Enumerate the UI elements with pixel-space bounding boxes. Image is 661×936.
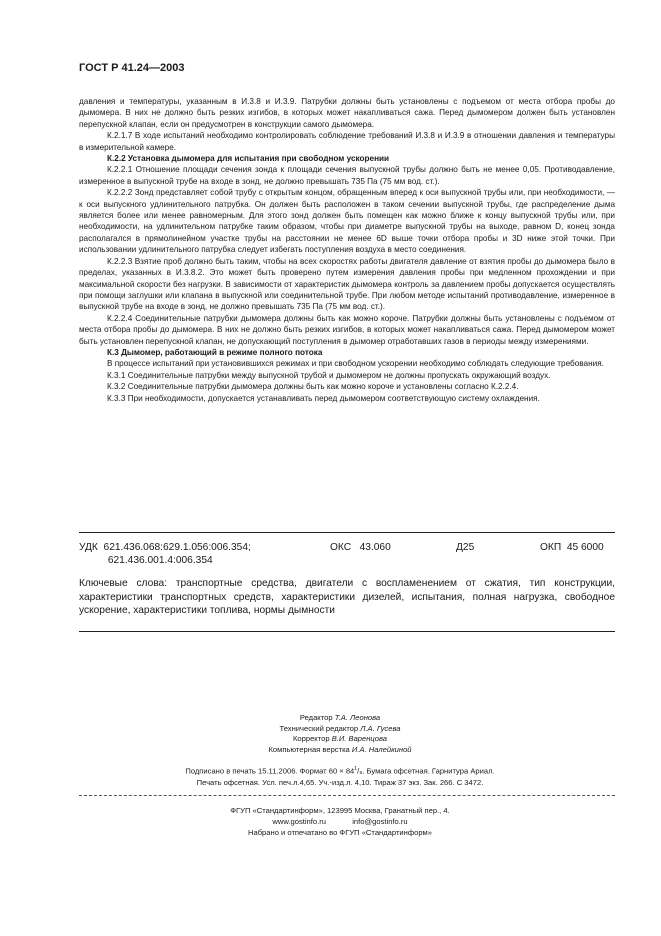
paragraph-k2-1-7: К.2.1.7 В ходе испытаний необходимо контролировать соблюдение требований И.3.8 и И.3.9 в отношении давления и температуры в измерительной камере. (79, 131, 615, 152)
imprint-line-2: Печать офсетная. Усл. печ.л.4,65. Уч.-изд.л. 4,10. Тираж 37 экз. Зак. 266. С 3472. (196, 777, 484, 787)
credit-proofreader: Корректор В.И. Варенцова (292, 734, 388, 744)
publisher-contacts (120, 816, 560, 827)
publisher-website: www.gostinfo.ru (272, 817, 326, 827)
paragraph-k3-2: К.3.2 Соединительные патрубки дымомера должны быть как можно короче и установлены согласно К.2.2.4. (107, 382, 519, 392)
paragraph-k3-3: К.3.3 При необходимости, допускается устанавливать перед дымомером соответствующую систему охлаждения. (107, 393, 540, 403)
paragraph-continuation: давления и температуры, указанным в И.3.8 и И.3.9. Патрубки должны быть установлены с подъемом от места отбора пробы до дымомера. В них не должно быть резких изгибов, в которых может накапливаться сажа. Перед дымомером должен быть установлен перепускной клапан, если он предусмотрен в конструкции самого дымомера. (79, 97, 615, 129)
publisher-address: ФГУП «Стандартинформ», 123995 Москва, Гранатный пер., 4. (230, 806, 450, 815)
paragraph-k3-1: К.3.1 Соединительные патрубки между выпускной трубой и дымомером не должны пропускать окружающий воздух. (107, 370, 551, 380)
okp-block (540, 541, 604, 554)
imprint-dashed-rule (79, 795, 615, 796)
oks-block (330, 541, 391, 554)
credit-layout: Компьютерная верстка И.А. Налейкиной (268, 744, 412, 754)
paragraph-k3-intro: В процессе испытаний при установившихся режимах и при свободном ускорении необходимо соблюдать следующие требования. (107, 359, 604, 369)
classification-top-rule (79, 532, 615, 533)
paragraph-k2-2-1: К.2.2.1 Отношение площади сечения зонда к площади сечения выпускной трубы должно быть не менее 0,05. Противодавление, измеренное в выпускной трубе на входе в зонд, не должно превышать 735 Па (75 мм вод. ст.). (79, 165, 615, 186)
keywords-bottom-rule (79, 631, 615, 632)
group-code: Д25 (456, 542, 475, 553)
publisher-print-note: Набрано и отпечатано во ФГУП «Стандартинформ» (248, 828, 432, 838)
imprint-line-1: Подписано в печать 15.11.2006. Формат $60 \times 84^1/_8$. Бумага офсетная. Гарнитура Ариал. (185, 766, 495, 776)
paragraph-k2-2-4: К.2.2.4 Соединительные патрубки дымомера должны быть как можно короче. Патрубки должны быть установлены с подъемом от места отбора пробы до дымомера. В них не должно быть резких изгибов, в которых может накапливаться сажа. Перед дымомером может быть установлен перепускной клапан, не допускающий поступления в дымомер отработавших газов в периоды между измерениями. (79, 313, 615, 346)
paragraph-k2-2-3: К.2.2.3 Взятие проб должно быть таким, чтобы на всех скоростях работы двигателя давление от взятия пробы до дымомера было в пределах, указанных в И.3.8.2. Это может быть проверено путем измерения давления пробы при медленном прохождении и при максимальной скорости без нагрузки. В зависимости от характеристик дымомера контроль за давлением пробы допускается осуществлять при помощи заглушки или клапана в выпускной или соединительной трубе. При любом методе испытаний противодавление, измеренное в выпускной трубе на входе в зонд, не должно превышать 735 Па (75 мм вод. ст.). (79, 256, 615, 312)
body-text (79, 96, 615, 404)
section-heading-k2-2: К.2.2 Установка дымомера для испытания при свободном ускорении (107, 154, 390, 164)
publisher-block (120, 805, 560, 839)
udk-block (79, 541, 251, 567)
keywords: Ключевые слова: транспортные средства, двигатели с воспламенением от сжатия, тип конструкции, характеристики транспортных средств, характеристики дизелей, испытания, полная нагрузка, свободное ускорение, характеристики топлива, нормы дымности (79, 578, 615, 617)
okp-value: 45 6000 (566, 542, 604, 553)
oks-value: 43.060 (359, 542, 391, 553)
paragraph-k2-2-2: К.2.2.2 Зонд представляет собой трубу с открытым концом, обращенным вперед к оси выпускной трубы или, при необходимости, — к оси выпускного удлинительного патрубка. Он должен быть расположен в таком сечении выпускной трубы, где распределение дыма является более или менее равномерным. Для этого зонд должен быть помещен как можно ближе к концу выпускной трубы или, при необходимости, на удлинительном патрубке таким образом, чтобы при диаметре выпускной трубы на выходе, равном D, конец зонда располагался в прямолинейном участке трубы на расстоянии не менее 6D выше точки отбора пробы и 3D ниже этой точки. При использовании удлинительного патрубка следует избегать поступления воздуха в место соединения. (79, 188, 615, 255)
udk-code-1: 621.436.068:629.1.056:006.354; (103, 542, 251, 553)
credits-block (150, 713, 530, 755)
credit-tech-editor: Технический редактор Л.А. Гусева (279, 723, 401, 733)
credit-editor: Редактор Т.А. Леонова (299, 713, 381, 722)
okp-label: ОКП (540, 542, 562, 553)
document-code-header: ГОСТ Р 41.24—2003 (79, 62, 185, 74)
oks-label: ОКС (330, 542, 352, 553)
section-heading-k3: К.3 Дымомер, работающий в режиме полного потока (107, 347, 323, 357)
imprint-block (120, 764, 560, 788)
publisher-email: info@gostinfo.ru (352, 817, 408, 827)
udk-label: УДК (79, 542, 98, 553)
udk-code-2: 621.436.001.4:006.354 (107, 555, 213, 566)
